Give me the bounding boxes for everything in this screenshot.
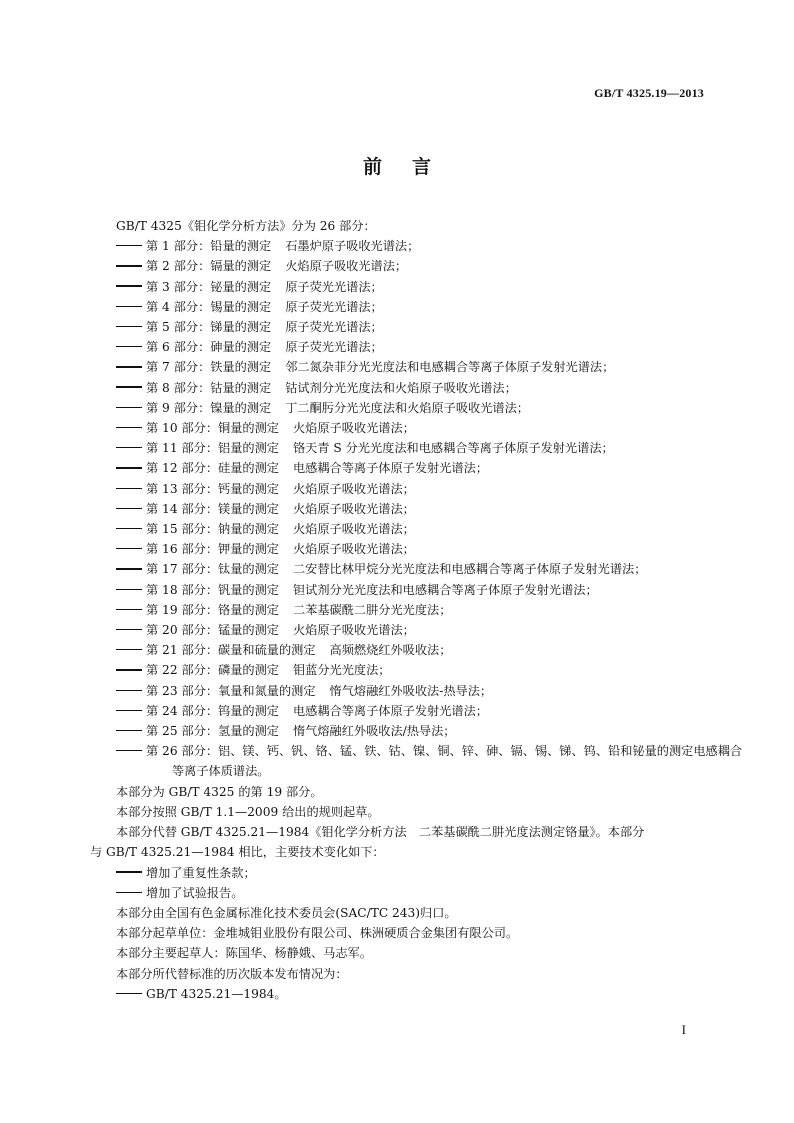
part-title: 第 25 部分：氢量的测定 (146, 724, 279, 739)
history-item (90, 984, 706, 1004)
part-title: 第 10 部分：铜量的测定 (146, 421, 279, 436)
part-title: 第 20 部分：锰量的测定 (146, 623, 279, 638)
part-method: 电感耦合等离子体原子发射光谱法； (292, 703, 488, 718)
part-method: 火焰原子吸收光谱法； (285, 259, 408, 274)
dash-mark (116, 458, 146, 478)
dash-mark (116, 277, 146, 297)
part-title: 第 4 部分：锡量的测定 (146, 299, 272, 314)
part-item (90, 458, 706, 478)
part-title: 第 15 部分：钠量的测定 (146, 522, 279, 537)
part-item (90, 559, 706, 579)
part-title: 第 14 部分：镁量的测定 (146, 501, 279, 516)
part-title: 第 13 部分：钙量的测定 (146, 481, 279, 496)
history-list (90, 984, 706, 1004)
part-method: 原子荧光光谱法； (285, 340, 383, 355)
change-item (90, 883, 706, 903)
part-title: 第 17 部分：钛量的测定 (146, 562, 279, 577)
dash-mark (116, 297, 146, 317)
part-title: 第 12 部分：硅量的测定 (146, 461, 279, 476)
part-title: 第 8 部分：钴量的测定 (146, 380, 272, 395)
part-item (90, 378, 706, 398)
part-method: 邻二氮杂菲分光光度法和电感耦合等离子体原子发射光谱法； (285, 360, 615, 375)
replace-statement: 本部分代替 GB/T 4325.21—1984《钼化学分析方法 二苯基碳酰二肼光度法测定铬量》。本部分 (116, 825, 645, 840)
part-method: 火焰原子吸收光谱法； (292, 522, 415, 537)
dash-mark (116, 681, 146, 701)
standard-code: GB/T 4325.19—2013 (594, 86, 704, 100)
part-method: 二安替比林甲烷分光光度法和电感耦合等离子体原子发射光谱法； (292, 562, 647, 577)
part-method: 高频燃烧红外吸收法； (329, 643, 452, 658)
change-item (90, 863, 706, 883)
part-item (90, 256, 706, 276)
part-26-method: 电感耦合 (693, 744, 743, 759)
part-method: 电感耦合等离子体原子发射光谱法； (292, 461, 488, 476)
part-title: 第 24 部分：钨量的测定 (146, 703, 279, 718)
dash-mark (116, 337, 146, 357)
part-item (90, 580, 706, 600)
dash-mark (116, 741, 146, 761)
part-method: 丁二酮肟分光光度法和火焰原子吸收光谱法； (285, 400, 529, 415)
intro-paragraph: GB/T 4325《钼化学分析方法》分为 26 部分： (116, 219, 376, 233)
dash-mark (116, 539, 146, 559)
part-method: 原子荧光光谱法； (285, 299, 383, 314)
part-item (90, 539, 706, 559)
part-title: 第 6 部分：砷量的测定 (146, 340, 272, 355)
part-item (90, 600, 706, 620)
part-item (90, 236, 706, 256)
part-item (90, 317, 706, 337)
part-method: 火焰原子吸收光谱法； (292, 421, 415, 436)
part-method: 原子荧光光谱法； (285, 279, 383, 294)
history-statement: 本部分所代替标准的历次版本发布情况为： (116, 966, 348, 981)
part-title: 第 1 部分：铅量的测定 (146, 239, 272, 254)
dash-mark (116, 620, 146, 640)
part-item (90, 418, 706, 438)
dash-mark (116, 883, 146, 903)
part-item (90, 499, 706, 519)
part-26-item (90, 741, 743, 781)
dash-mark (116, 721, 146, 741)
history-item-text: GB/T 4325.21—1984。 (146, 986, 287, 1001)
part-title: 第 18 部分：钒量的测定 (146, 582, 279, 597)
part-method: 钴试剂分光光度法和火焰原子吸收光谱法； (285, 380, 517, 395)
part-item (90, 681, 706, 701)
dash-mark (116, 660, 146, 680)
changes-list (90, 863, 706, 903)
part-item (90, 660, 706, 680)
dash-mark (116, 640, 146, 660)
page-number: I (681, 1022, 686, 1037)
part-title: 第 3 部分：铋量的测定 (146, 279, 272, 294)
dash-mark (116, 479, 146, 499)
part-method: 原子荧光光谱法； (285, 320, 383, 335)
part-title: 第 19 部分：铬量的测定 (146, 602, 279, 617)
part-title: 第 16 部分：钾量的测定 (146, 542, 279, 557)
dash-mark (116, 519, 146, 539)
committee-statement: 本部分由全国有色金属标准化技术委员会(SAC/TC 243)归口。 (116, 905, 457, 920)
part-item (90, 337, 706, 357)
part-item (90, 620, 706, 640)
part-title: 第 9 部分：镍量的测定 (146, 400, 272, 415)
dash-mark (116, 378, 146, 398)
change-item-text: 增加了试验报告。 (146, 885, 244, 900)
part-item (90, 479, 706, 499)
rules-statement: 本部分按照 GB/T 1.1—2009 给出的规则起草。 (116, 804, 380, 819)
parts-list (90, 236, 706, 741)
dash-mark (116, 984, 146, 1004)
foreword-body (90, 216, 743, 1004)
part-item (90, 519, 706, 539)
part-title: 第 7 部分：铁量的测定 (146, 360, 272, 375)
part-item (90, 297, 706, 317)
dash-mark (116, 580, 146, 600)
part-26-title: 第 26 部分：铝、镁、钙、钒、铬、锰、铁、钴、镍、铜、锌、砷、镉、锡、锑、钨、铅和铋量的测定 (146, 744, 694, 759)
part-method: 石墨炉原子吸收光谱法； (285, 239, 420, 254)
replace-statement-continued: 与 GB/T 4325.21—1984 相比，主要技术变化如下： (90, 845, 385, 860)
part-method: 二苯基碳酰二肼分光光度法； (292, 602, 452, 617)
part-method: 火焰原子吸收光谱法； (292, 501, 415, 516)
dash-mark (116, 256, 146, 276)
part-item (90, 701, 706, 721)
part-title: 第 5 部分：锑量的测定 (146, 320, 272, 335)
part-item (90, 398, 706, 418)
part-title: 第 21 部分：碳量和硫量的测定 (146, 643, 316, 658)
dash-mark (116, 559, 146, 579)
part-method: 火焰原子吸收光谱法； (292, 542, 415, 557)
part-item (90, 721, 706, 741)
part-title: 第 11 部分：铝量的测定 (146, 441, 279, 456)
dash-mark (116, 438, 146, 458)
part-item (90, 357, 706, 377)
dash-mark (116, 398, 146, 418)
dash-mark (116, 418, 146, 438)
change-item-text: 增加了重复性条款； (146, 865, 256, 880)
dash-mark (116, 863, 146, 883)
dash-mark (116, 317, 146, 337)
part-title: 第 2 部分：镉量的测定 (146, 259, 272, 274)
part-method: 惰气熔融红外吸收法-热导法； (329, 683, 493, 698)
part-item (90, 277, 706, 297)
dash-mark (116, 701, 146, 721)
page-title: 前言 (362, 156, 461, 178)
part-method: 钽试剂分光光度法和电感耦合等离子体原子发射光谱法； (292, 582, 598, 597)
part-title: 第 22 部分：磷量的测定 (146, 663, 279, 678)
part-method: 火焰原子吸收光谱法； (292, 481, 415, 496)
part-method: 铬天青 S 分光光度法和电感耦合等离子体原子发射光谱法； (292, 441, 614, 456)
part-title: 第 23 部分：氧量和氮量的测定 (146, 683, 316, 698)
part-method: 钼蓝分光光度法； (292, 663, 391, 678)
drafting-authors: 本部分主要起草人：陈国华、杨静娥、马志军。 (116, 946, 372, 961)
part-item (90, 640, 706, 660)
dash-mark (116, 236, 146, 256)
dash-mark (116, 600, 146, 620)
dash-mark (116, 499, 146, 519)
part-statement: 本部分为 GB/T 4325 的第 19 部分。 (116, 784, 323, 799)
part-method: 惰气熔融红外吸收法/热导法； (292, 724, 456, 739)
part-item (90, 438, 706, 458)
part-26-method-continued: 等离子体质谱法。 (172, 764, 270, 779)
drafting-units: 本部分起草单位：金堆城钼业股份有限公司、株洲硬质合金集团有限公司。 (116, 926, 519, 941)
part-method: 火焰原子吸收光谱法； (292, 623, 415, 638)
dash-mark (116, 357, 146, 377)
